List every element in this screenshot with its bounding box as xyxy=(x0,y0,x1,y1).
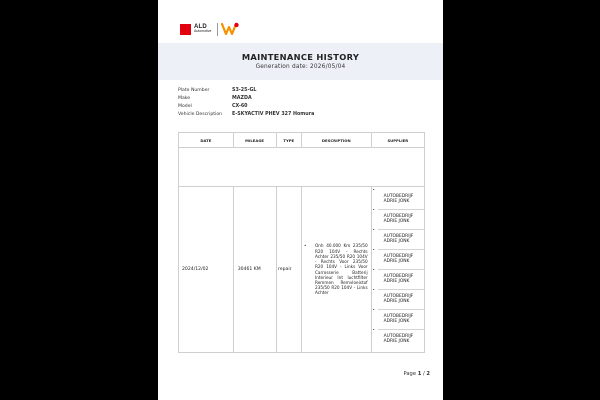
supplier-divider xyxy=(378,249,424,250)
document-page xyxy=(158,0,443,400)
plate-value: S3-25-GL xyxy=(232,87,257,93)
supplier-name: AUTOBEDRIJF ADRIE JONK xyxy=(383,234,414,245)
supplier-divider xyxy=(378,289,424,290)
description-text: Onh 40.000 Km 235/50 R20 104V - Rechts Achter 235/50 R20 104V - Rechts Voor 235/50 R20 104V - Links Voor Carrosserie Batterij Interieur Int luchtfilter Remmen Remvloeistof 235/50 R20 104V - Links Achter xyxy=(314,243,368,296)
supplier-name: AUTOBEDRIJF ADRIE JONK xyxy=(383,334,414,345)
model-label: Model xyxy=(178,103,192,109)
description-label: Vehicle Description xyxy=(178,111,223,117)
supplier-name: AUTOBEDRIJF ADRIE JONK xyxy=(383,214,414,225)
supplier-name: AUTOBEDRIJF ADRIE JONK xyxy=(383,274,414,285)
bullet-icon: • xyxy=(372,327,375,332)
maintenance-table xyxy=(178,132,425,353)
supplier-divider xyxy=(378,269,424,270)
supplier-item xyxy=(372,309,424,325)
supplier-item xyxy=(372,249,424,265)
leaseplan-logo-icon xyxy=(221,22,241,36)
supplier-name: AUTOBEDRIJF ADRIE JONK xyxy=(383,194,414,205)
supplier-item xyxy=(372,329,424,345)
bullet-icon: • xyxy=(372,207,375,212)
plate-label: Plate Number xyxy=(178,87,210,93)
table-header-row xyxy=(179,133,425,148)
bullet-icon: • xyxy=(303,243,307,249)
supplier-divider xyxy=(378,229,424,230)
vehicle-row-description xyxy=(178,110,314,118)
vehicle-info xyxy=(178,86,314,118)
page-current: 1 xyxy=(417,371,422,377)
col-date: DATE xyxy=(179,133,234,148)
supplier-divider xyxy=(378,309,424,310)
cell-mileage: 30461 KM xyxy=(233,187,276,353)
supplier-divider xyxy=(378,329,424,330)
generation-date: Generation date: 2026/05/04 xyxy=(255,64,346,70)
bullet-icon: • xyxy=(372,187,375,192)
ald-name: ALD xyxy=(194,24,207,31)
page-indicator xyxy=(403,371,430,377)
supplier-item xyxy=(372,209,424,225)
supplier-item xyxy=(372,189,424,205)
vehicle-row-make xyxy=(178,94,314,102)
cell-supplier xyxy=(371,187,424,353)
col-supplier: SUPPLIER xyxy=(371,133,424,148)
table-row-empty xyxy=(179,148,425,187)
report-title: MAINTENANCE HISTORY xyxy=(241,52,360,62)
supplier-name: AUTOBEDRIJF ADRIE JONK xyxy=(383,254,414,265)
col-mileage: MILEAGE xyxy=(233,133,276,148)
col-description: DESCRIPTION xyxy=(301,133,371,148)
ald-sub: Automotive xyxy=(194,29,212,34)
ald-wordmark xyxy=(194,24,212,34)
bullet-icon: • xyxy=(372,247,375,252)
empty-cell xyxy=(179,148,425,187)
supplier-name: AUTOBEDRIJF ADRIE JONK xyxy=(383,294,414,305)
supplier-name: AUTOBEDRIJF ADRIE JONK xyxy=(383,314,414,325)
supplier-divider xyxy=(378,209,424,210)
description-value: E-SKYACTIV PHEV 327 Homura xyxy=(232,111,315,117)
supplier-item xyxy=(372,229,424,245)
bullet-icon: • xyxy=(372,287,375,292)
cell-type: repair xyxy=(276,187,301,353)
col-type: TYPE xyxy=(276,133,301,148)
logo-divider xyxy=(217,23,218,36)
vehicle-row-model xyxy=(178,102,314,110)
bullet-icon: • xyxy=(372,267,375,272)
model-value: CX-60 xyxy=(232,103,248,109)
cell-date: 2024/12/02 xyxy=(179,187,234,353)
bullet-icon: • xyxy=(372,307,375,312)
page-separator: / xyxy=(422,371,425,377)
make-label: Make xyxy=(178,95,191,101)
supplier-item xyxy=(372,269,424,285)
page-total: 2 xyxy=(426,371,430,377)
report-header xyxy=(158,43,443,80)
ald-logo-icon xyxy=(180,24,191,35)
logo-bar xyxy=(180,21,241,37)
bullet-icon: • xyxy=(372,227,375,232)
cell-description xyxy=(301,187,371,353)
supplier-item xyxy=(372,289,424,305)
make-value: MAZDA xyxy=(232,95,252,101)
table-row xyxy=(179,187,425,353)
page-word: Page xyxy=(403,371,417,377)
vehicle-row-plate xyxy=(178,86,314,94)
